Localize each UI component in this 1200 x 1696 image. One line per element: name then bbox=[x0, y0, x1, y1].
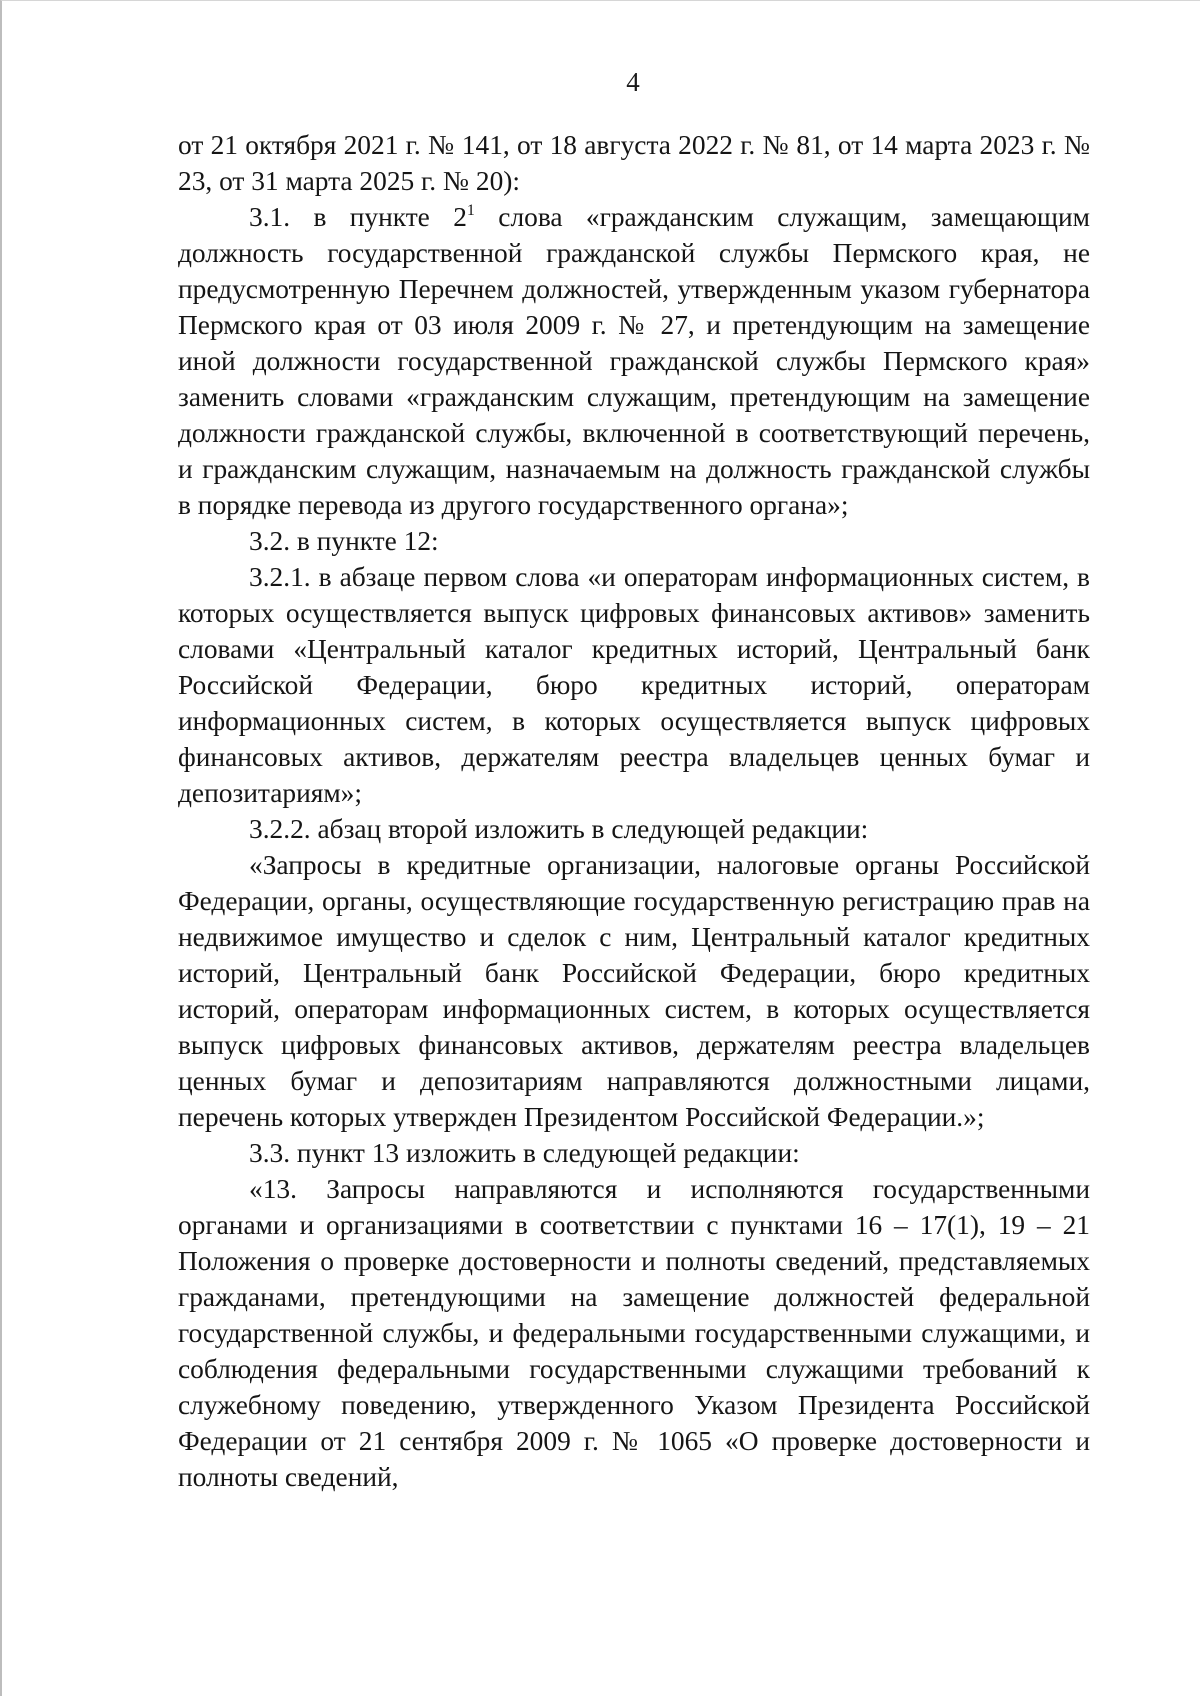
paragraph-3-1-start: 3.1. в пункте 2 bbox=[249, 202, 467, 232]
paragraph-quote-13: «13. Запросы направляются и исполняются государственными органами и организациями в соответствии с пунктами 16 – 17(1), 19 – 21 Положения о проверке достоверности и полноты сведений, представляемых гражданами, претендующими на замещение должностей федеральной государственной службы, и федеральными государственными служащими, и соблюдения федеральными государственными служащими требований к служебному поведению, утвержденного Указом Президента Российской Федерации от 21 сентября 2009 г. № 1065 «О проверке достоверности и полноты сведений, bbox=[178, 1174, 1090, 1492]
paragraph-3-1 bbox=[178, 199, 1090, 523]
paragraph-3-2-2: 3.2.2. абзац второй изложить в следующей редакции: bbox=[249, 814, 869, 844]
paragraph-3-2: 3.2. в пункте 12: bbox=[249, 526, 439, 556]
paragraph-3-1-rest: слова «гражданским служащим, замещающим должность государственной гражданской службы Пермского края, не предусмотренную Перечнем должностей, утвержденным указом губернатора Пермского края от 03 июля 2009 г. № 27, и претендующим на замещение иной должности государственной гражданской службы Пермского края» заменить словами «гражданским служащим, претендующим на замещение должности гражданской службы, включенной в соответствующий перечень, и гражданским служащим, назначаемым на должность гражданской службы в порядке перевода из другого государственного органа»; bbox=[178, 202, 1091, 520]
paragraph-3-2-1: 3.2.1. в абзаце первом слова «и операторам информационных систем, в которых осуществляется выпуск цифровых финансовых активов» заменить словами «Центральный каталог кредитных историй, Центральный банк Российской Федерации, бюро кредитных историй, операторам информационных систем, в которых осуществляется выпуск цифровых финансовых активов, держателям реестра владельцев ценных бумаг и депозитариям»; bbox=[178, 562, 1090, 808]
document-body bbox=[178, 127, 1090, 1495]
superscript-index: 1 bbox=[466, 202, 475, 219]
page-number: 4 bbox=[626, 67, 640, 97]
paragraph-3-3: 3.3. пункт 13 изложить в следующей редакции: bbox=[249, 1138, 800, 1168]
paragraph-quote-requests: «Запросы в кредитные организации, налоговые органы Российской Федерации, органы, осуществляющие государственную регистрацию прав на недвижимое имущество и сделок с ним, Центральный каталог кредитных историй, Центральный банк Российской Федерации, бюро кредитных историй, операторам информационных систем, в которых осуществляется выпуск цифровых финансовых активов, держателям реестра владельцев ценных бумаг и депозитариям направляются должностными лицами, перечень которых утвержден Президентом Российской Федерации.»; bbox=[178, 850, 1090, 1132]
paragraph-intro: от 21 октября 2021 г. № 141, от 18 августа 2022 г. № 81, от 14 марта 2023 г. № 23, от 31 марта 2025 г. № 20): bbox=[178, 130, 1090, 196]
